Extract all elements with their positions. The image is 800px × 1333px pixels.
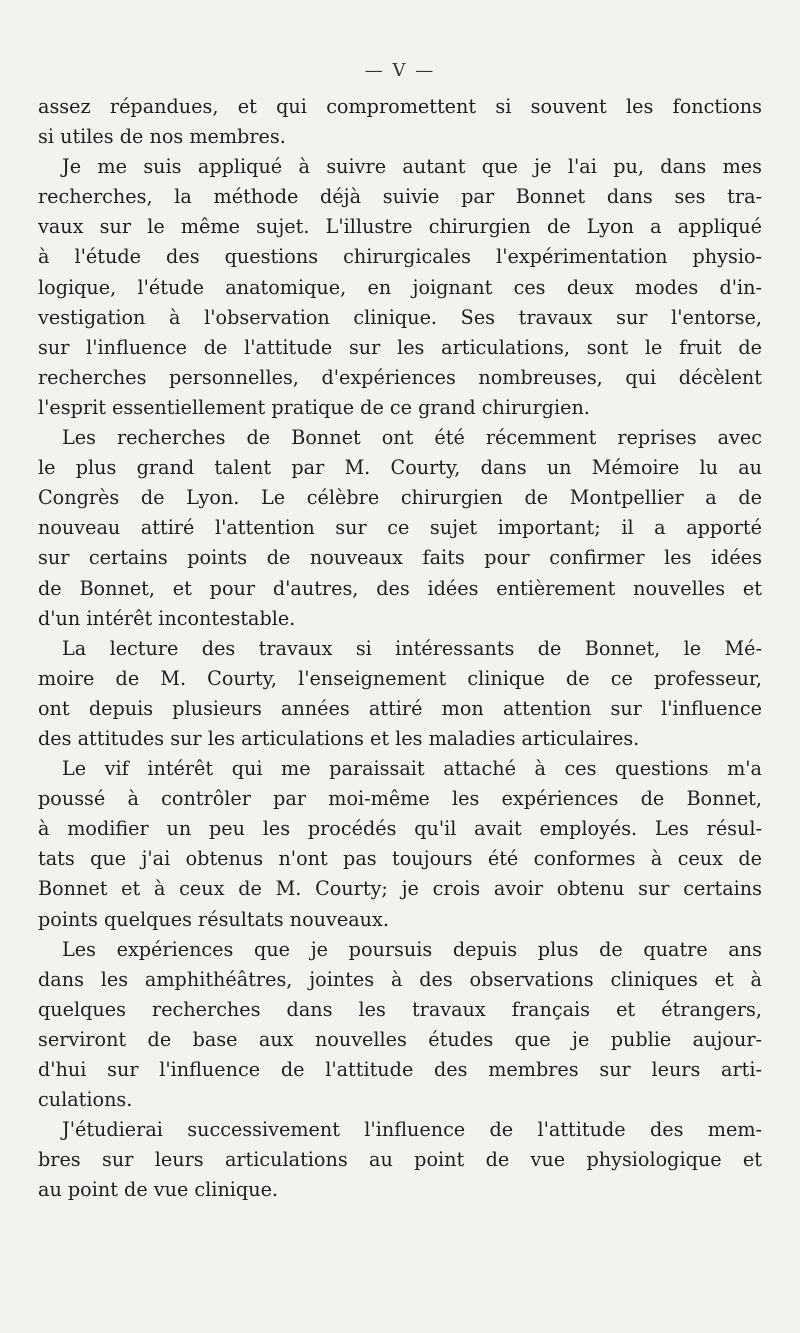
paragraph — [38, 152, 762, 423]
text-line: recherches, la méthode déjà suivie par Bonnet dans ses tra- — [38, 185, 762, 209]
text-line: Congrès de Lyon. Le célèbre chirurgien de Montpellier a de — [38, 486, 762, 510]
text-line: poussé à contrôler par moi-même les expériences de Bonnet, — [38, 787, 762, 811]
text-line: quelques recherches dans les travaux français et étrangers, — [38, 997, 762, 1021]
text-line: serviront de base aux nouvelles études que je publie aujour- — [38, 1027, 762, 1051]
text-line: moire de M. Courty, l'enseignement clinique de ce professeur, — [38, 666, 762, 690]
page-number: — V — — [364, 60, 436, 81]
text-body — [38, 92, 762, 1205]
text-line: à l'étude des questions chirurgicales l'expérimentation physio- — [38, 245, 762, 269]
text-line: vestigation à l'observation clinique. Ses travaux sur l'entorse, — [38, 305, 762, 329]
text-line: ont depuis plusieurs années attiré mon attention sur l'influence — [38, 696, 762, 720]
text-line: si utiles de nos membres. — [38, 125, 286, 149]
text-line: bres sur leurs articulations au point de vue physiologique et — [38, 1148, 762, 1172]
text-line: recherches personnelles, d'expériences nombreuses, qui décèlent — [38, 365, 762, 389]
text-line: assez répandues, et qui compromettent si souvent les fonctions — [38, 95, 762, 118]
text-line: dans les amphithéâtres, jointes à des observations cliniques et à — [38, 967, 762, 991]
text-line: Les recherches de Bonnet ont été récemment reprises avec — [62, 426, 762, 450]
text-line: La lecture des travaux si intéressants de Bonnet, le Mé- — [62, 636, 762, 660]
text-line: le plus grand talent par M. Courty, dans un Mémoire lu au — [38, 456, 762, 480]
paragraph — [38, 935, 762, 1116]
text-line: à modifier un peu les procédés qu'il avait employés. Les résul- — [38, 817, 762, 841]
text-line: nouveau attiré l'attention sur ce sujet important; il a apporté — [38, 516, 762, 540]
text-line: tats que j'ai obtenus n'ont pas toujours été conformes à ceux de — [38, 847, 762, 871]
text-line: Les expériences que je poursuis depuis plus de quatre ans — [62, 937, 762, 961]
text-line: Bonnet et à ceux de M. Courty; je crois avoir obtenu sur certains — [38, 877, 762, 901]
paragraph — [38, 754, 762, 935]
text-line: d'hui sur l'influence de l'attitude des membres sur leurs arti- — [38, 1058, 762, 1081]
text-line: des attitudes sur les articulations et les maladies articulaires. — [38, 726, 640, 750]
paragraph — [38, 1115, 762, 1205]
text-line: au point de vue clinique. — [38, 1178, 279, 1202]
paragraph — [38, 92, 762, 152]
text-line: points quelques résultats nouveaux. — [38, 907, 389, 931]
text-line: culations. — [38, 1088, 133, 1112]
text-line: de Bonnet, et pour d'autres, des idées entièrement nouvelles et — [38, 576, 762, 600]
text-line: Le vif intérêt qui me paraissait attaché à ces questions m'a — [62, 757, 762, 781]
paragraph — [38, 423, 762, 634]
paragraph — [38, 634, 762, 754]
text-line: vaux sur le même sujet. L'illustre chirurgien de Lyon a appliqué — [38, 215, 762, 239]
text-line: logique, l'étude anatomique, en joignant ces deux modes d'in- — [38, 275, 762, 299]
text-line: J'étudierai successivement l'influence de l'attitude des mem- — [62, 1118, 762, 1142]
text-line: l'esprit essentiellement pratique de ce grand chirurgien. — [38, 395, 590, 419]
text-line: sur l'influence de l'attitude sur les articulations, sont le fruit de — [38, 335, 762, 359]
text-line: d'un intérêt incontestable. — [38, 606, 296, 630]
text-line: sur certains points de nouveaux faits pour confirmer les idées — [38, 546, 762, 570]
text-line: Je me suis appliqué à suivre autant que je l'ai pu, dans mes — [62, 155, 762, 179]
